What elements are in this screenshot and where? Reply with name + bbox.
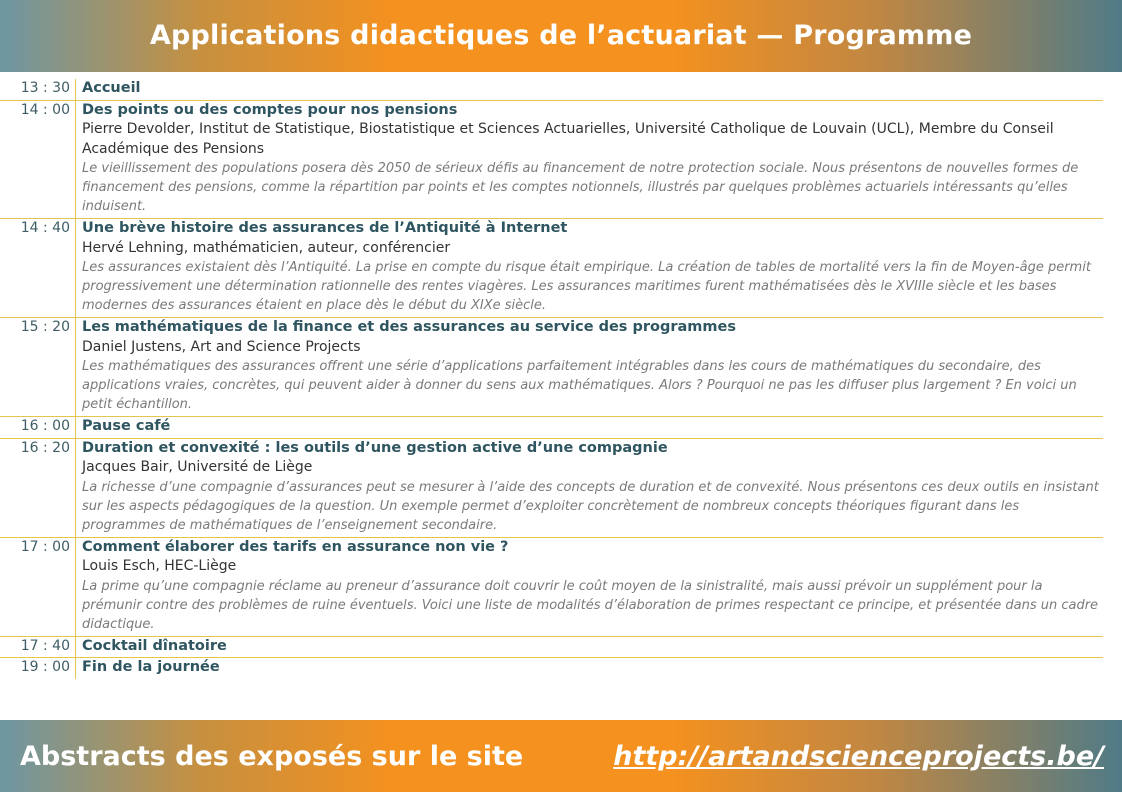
programme-table: [0, 79, 1103, 679]
session-time: 16 : 20: [0, 439, 76, 537]
session-title: Duration et convexité : les outils d’une gestion active d’une compagnie: [82, 439, 668, 456]
session-abstract: Les mathématiques des assurances offrent une série d’applications parfaitement intégrables dans les cours de mathématiques du secondaire, des applications vraies, concrètes, qui peuvent aider à donner du sens aux mathématiques. Alors ? Pourquoi ne pas les diffuser plus largement ? En voici un petit échantillon.: [82, 359, 1077, 412]
session-title: Les mathématiques de la finance et des assurances au service des programmes: [82, 319, 736, 335]
session-title: Accueil: [82, 80, 141, 96]
session-time: 14 : 40: [0, 219, 76, 317]
session-title: Des points ou des comptes pour nos pensions: [82, 101, 458, 118]
session-time: 13 : 30: [0, 79, 76, 100]
session-title: Cocktail dînatoire: [82, 637, 227, 654]
programme-row: [0, 658, 1103, 679]
footer-banner: [0, 720, 1122, 792]
session-content: [76, 417, 1103, 438]
session-content: [76, 318, 1103, 416]
session-time: 17 : 40: [0, 637, 76, 658]
programme-row: [0, 318, 1103, 417]
footer-text: Abstracts des exposés sur le site: [20, 740, 524, 772]
session-content: [76, 101, 1103, 219]
programme-row: [0, 538, 1103, 637]
session-abstract: La richesse d’une compagnie d’assurances peut se mesurer à l’aide des concepts de duration et de convexité. Nous présentons ces deux outils en insistant sur les aspects pédagogiques de la question. Un exemple permet d’exploiter concrètement de nombreux concepts théoriques figurant dans les programmes de mathématiques de l’enseignement secondaire.: [82, 479, 1099, 533]
session-time: 19 : 00: [0, 658, 76, 679]
session-abstract: Le vieillissement des populations posera dès 2050 de sérieux défis au financement de notre protection sociale. Nous présentons de nouvelles formes de financement des pensions, comme la répartition par points et les comptes notionnels, illustrés par quelques problèmes actuariels intéressants qu’elles induisent.: [82, 161, 1079, 214]
session-speaker: Hervé Lehning, mathématicien, auteur, conférencier: [82, 239, 451, 256]
session-content: [76, 79, 1103, 100]
session-speaker: Pierre Devolder, Institut de Statistique, Biostatistique et Sciences Actuarielles, Université Catholique de Louvain (UCL), Membre du Conseil Académique des Pensions: [82, 121, 1054, 157]
session-content: [76, 219, 1103, 317]
session-time: 16 : 00: [0, 417, 76, 438]
page-title: Applications didactiques de l’actuariat — Programme: [149, 19, 973, 51]
programme-row: [0, 439, 1103, 538]
header-banner: [0, 0, 1122, 72]
programme-row: [0, 417, 1103, 439]
programme-row: [0, 79, 1103, 101]
session-title: Pause café: [82, 418, 171, 434]
session-title: Fin de la journée: [82, 659, 220, 675]
session-speaker: Jacques Bair, Université de Liège: [82, 459, 313, 475]
session-content: [76, 538, 1103, 636]
session-speaker: Daniel Justens, Art and Science Projects: [82, 338, 361, 355]
session-time: 17 : 00: [0, 538, 76, 636]
session-time: 15 : 20: [0, 318, 76, 416]
programme-row: [0, 637, 1103, 659]
session-abstract: Les assurances existaient dès l’Antiquité. La prise en compte du risque était empirique. La création de tables de mortalité vers la fin de Moyen-âge permit progressivement une détermination rationnelle des rentes viagères. Les assurances maritimes furent mathématisées dès le XVIIIe siècle et les bases modernes des assurances étaient en place dès le début du XIXe siècle.: [82, 260, 1091, 313]
programme-row: [0, 219, 1103, 318]
session-title: Comment élaborer des tarifs en assurance non vie ?: [82, 538, 509, 555]
session-content: [76, 637, 1103, 658]
session-speaker: Louis Esch, HEC-Liège: [82, 558, 237, 574]
programme-row: [0, 101, 1103, 220]
session-time: 14 : 00: [0, 101, 76, 219]
session-content: [76, 439, 1103, 537]
session-abstract: La prime qu’une compagnie réclame au preneur d’assurance doit couvrir le coût moyen de la sinistralité, mais aussi prévoir un supplément pour la prémunir contre des problèmes de ruine éventuels. Voici une liste de modalités d’élaboration de primes respectant ce principe, et présentée dans un cadre didactique.: [82, 578, 1099, 632]
website-link[interactable]: http://artandscienceprojects.be/: [613, 740, 1104, 772]
session-title: Une brève histoire des assurances de l’Antiquité à Internet: [82, 220, 568, 236]
session-content: [76, 658, 1103, 679]
